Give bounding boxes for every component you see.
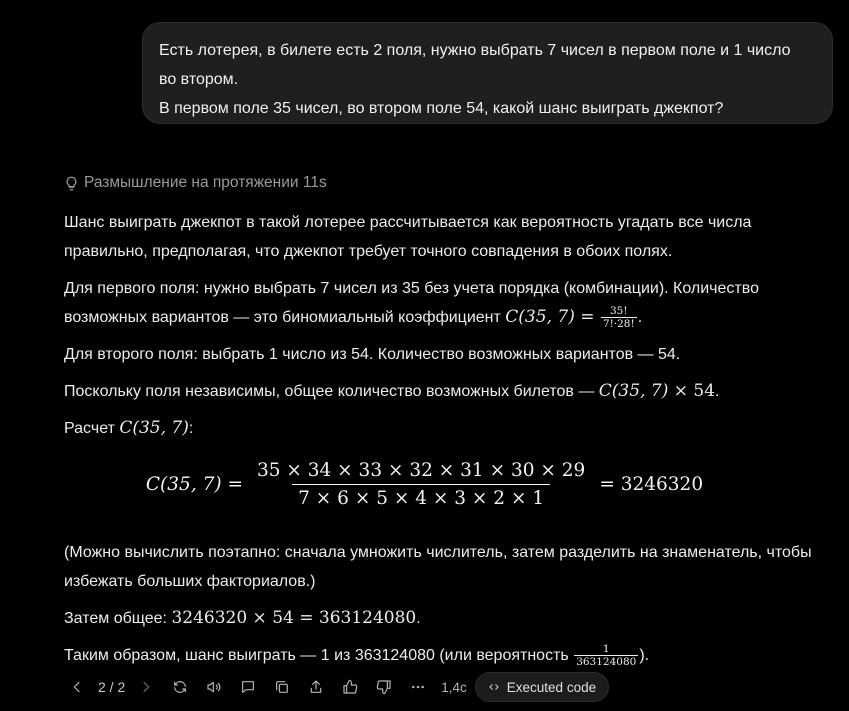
answer-paragraph: (Можно вычислить поэтапно: сначала умножить числитель, затем разделить на знаменатель, чтобы избежать больших факториалов.) xyxy=(64,544,812,590)
answer-paragraph: Шанс выиграть джекпот в такой лотерее рассчитывается как вероятность угадать все числа правильно, предполагая, что джекпот требует точного совпадения в обоих полях. xyxy=(64,214,752,260)
answer-paragraph xyxy=(64,604,824,633)
copy-icon xyxy=(274,679,290,695)
user-message-line: во втором. xyxy=(159,71,239,88)
code-icon xyxy=(488,681,500,693)
answer-paragraph xyxy=(64,274,804,332)
share-button[interactable] xyxy=(299,672,333,702)
math-inline: 3246320 × 54 = 363124080 xyxy=(171,608,417,628)
lightbulb-icon xyxy=(64,176,79,191)
user-message-bubble xyxy=(142,22,833,124)
assistant-answer-continued xyxy=(64,538,824,678)
response-pager: 2 / 2 xyxy=(98,679,126,695)
display-numerator: 35 × 34 × 33 × 32 × 31 × 30 × 29 xyxy=(256,460,586,481)
assistant-answer xyxy=(64,208,804,451)
message-square-icon xyxy=(240,679,256,695)
comment-button[interactable] xyxy=(231,672,265,702)
answer-paragraph xyxy=(64,377,804,406)
answer-text: Таким образом, шанс выиграть — 1 из 363124080 (или вероятность xyxy=(64,647,574,664)
answer-text: Затем общее: xyxy=(64,610,172,627)
fraction-numerator: 35! xyxy=(610,305,628,318)
answer-paragraph xyxy=(64,641,824,670)
answer-paragraph: Для второго поля: выбрать 1 число из 54. Количество возможных вариантов — 54. xyxy=(64,346,681,363)
user-message-line: Есть лотерея, в билете есть 2 поля, нужно выбрать 7 чисел в первом поле и 1 число xyxy=(159,42,791,59)
display-equation xyxy=(146,460,703,509)
answer-text: ). xyxy=(639,647,650,664)
user-message-line: В первом поле 35 чисел, во втором поле 54, какой шанс выиграть джекпот? xyxy=(159,100,724,117)
answer-text: . xyxy=(637,309,643,326)
more-horizontal-icon xyxy=(410,679,426,695)
answer-paragraph xyxy=(64,414,804,443)
answer-text: . xyxy=(715,383,720,400)
response-time: 1,4с xyxy=(441,679,467,695)
next-response-button[interactable] xyxy=(129,672,163,702)
refresh-icon xyxy=(172,679,188,695)
thumbs-down-icon xyxy=(376,679,392,695)
fraction-inline xyxy=(601,305,637,330)
answer-text: Расчет xyxy=(64,420,120,437)
more-options-button[interactable] xyxy=(401,672,435,702)
thinking-toggle[interactable] xyxy=(64,172,327,194)
math-display xyxy=(0,460,849,509)
fraction-denominator: 363124080 xyxy=(576,656,637,669)
thinking-label: Размышление на протяжении 11s xyxy=(84,174,327,191)
thumbs-up-icon xyxy=(342,679,358,695)
fraction-denominator: 7!·28! xyxy=(602,318,635,331)
executed-code-button[interactable] xyxy=(475,672,609,702)
fraction-numerator: 1 xyxy=(602,643,610,656)
regenerate-button[interactable] xyxy=(163,672,197,702)
speaker-icon xyxy=(206,679,222,695)
math-inline: C(35, 7) xyxy=(119,418,189,438)
fraction-inline xyxy=(574,643,638,668)
answer-text: Для первого поля: нужно выбрать 7 чисел из 35 без учета порядка (комбинации). Количество возможных вариантов — это биномиальный коэффициент xyxy=(64,280,759,326)
display-fraction xyxy=(251,460,591,509)
math-inline: × 54 xyxy=(668,381,716,401)
answer-text: . xyxy=(416,610,421,627)
copy-button[interactable] xyxy=(265,672,299,702)
previous-response-button[interactable] xyxy=(60,672,94,702)
executed-code-label: Executed code xyxy=(506,679,597,695)
answer-text: : xyxy=(188,420,194,437)
read-aloud-button[interactable] xyxy=(197,672,231,702)
message-toolbar xyxy=(60,672,609,702)
share-icon xyxy=(308,679,324,695)
display-denominator: 7 × 6 × 5 × 4 × 3 × 2 × 1 xyxy=(292,484,550,509)
dislike-button[interactable] xyxy=(367,672,401,702)
display-lhs: C(35, 7) = xyxy=(145,474,243,495)
answer-text: Поскольку поля независимы, общее количество возможных билетов — xyxy=(64,383,599,400)
math-inline: C(35, 7) xyxy=(598,381,669,401)
math-inline: C(35, 7) = xyxy=(505,307,600,327)
chevron-right-icon xyxy=(138,679,154,695)
like-button[interactable] xyxy=(333,672,367,702)
chevron-left-icon xyxy=(69,679,85,695)
display-rhs: = 3246320 xyxy=(599,474,704,495)
